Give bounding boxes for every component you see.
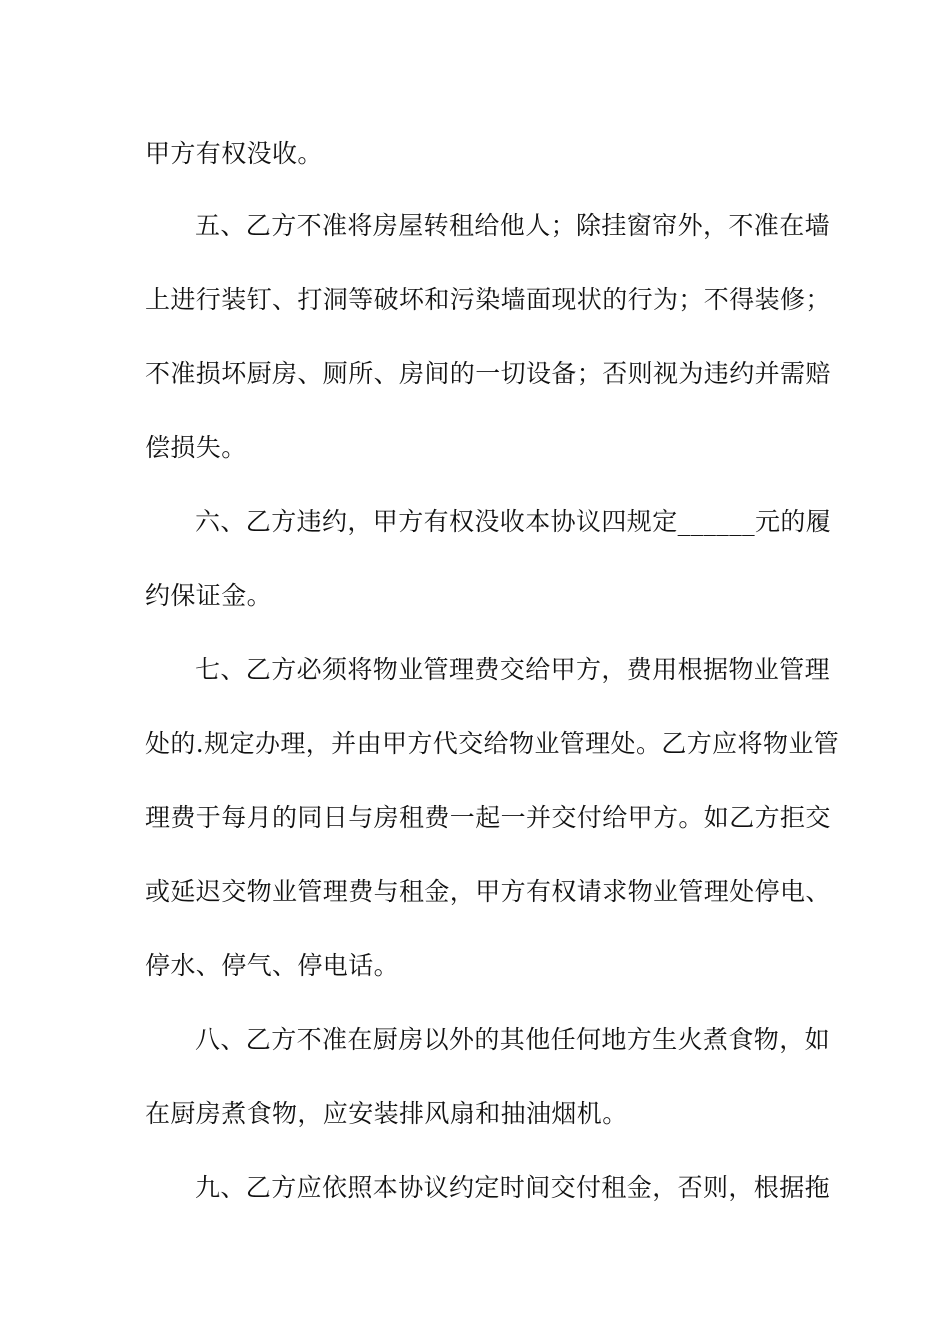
text-line: 理费于每月的同日与房租费一起一并交付给甲方。如乙方拒交 [145, 803, 831, 832]
clause-8-line: 八、乙方不准在厨房以外的其他任何地方生火煮食物，如 [195, 1025, 831, 1054]
text-line: 甲方有权没收。 [145, 139, 323, 168]
text-line: 或延迟交物业管理费与租金，甲方有权请求物业管理处停电、 [145, 877, 831, 906]
text-line: 约保证金。 [145, 581, 273, 610]
text-line: 在厨房煮食物，应安装排风扇和抽油烟机。 [145, 1099, 628, 1128]
clause-7-line: 七、乙方必须将物业管理费交给甲方，费用根据物业管理 [195, 655, 831, 684]
clause-5-line: 五、乙方不准将房屋转租给他人；除挂窗帘外，不准在墙 [195, 211, 831, 240]
text-line: 不准损坏厨房、厕所、房间的一切设备；否则视为违约并需赔 [145, 359, 831, 388]
text-line: 上进行装钉、打洞等破坏和污染墙面现状的行为；不得装修； [145, 285, 831, 314]
text-line: 偿损失。 [145, 433, 247, 462]
clause-6-line: 六、乙方违约，甲方有权没收本协议四规定______元的履 [195, 507, 832, 536]
text-line: 停水、停气、停电话。 [145, 951, 400, 980]
clause-9-line: 九、乙方应依照本协议约定时间交付租金，否则，根据拖 [195, 1173, 831, 1202]
text-line: 处的.规定办理，并由甲方代交给物业管理处。乙方应将物业管 [145, 729, 840, 758]
